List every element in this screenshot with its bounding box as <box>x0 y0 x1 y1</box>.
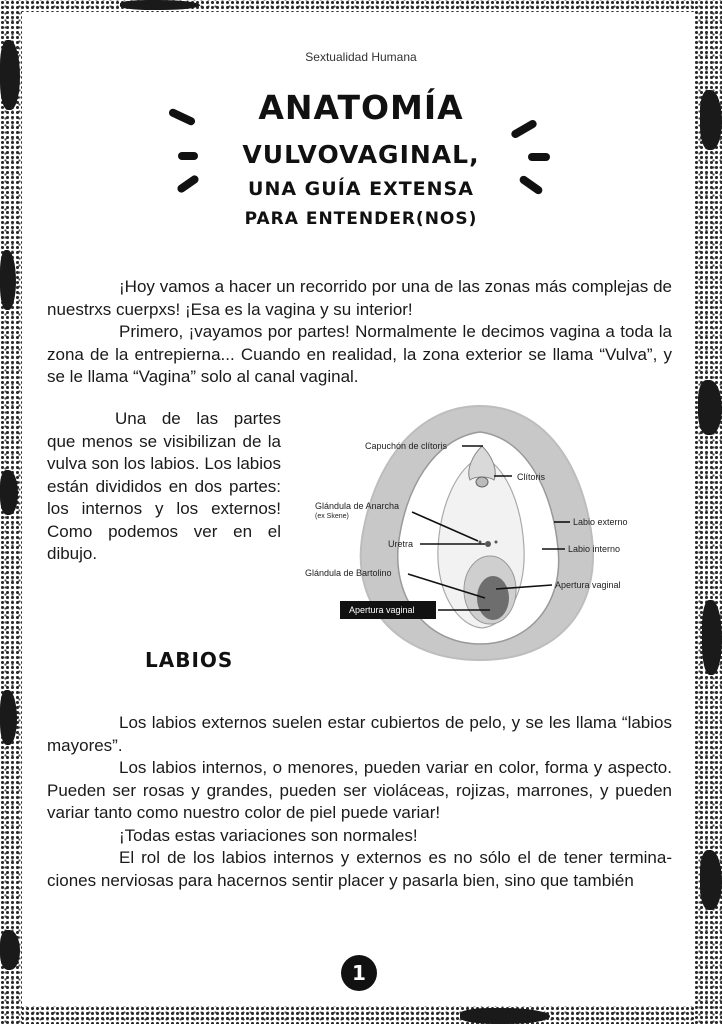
clitoris-shape <box>476 477 488 487</box>
ink-splat <box>0 250 16 310</box>
label-labio-externo: Labio externo <box>573 517 628 527</box>
halftone-border-top <box>0 0 722 12</box>
ink-splat <box>0 470 18 515</box>
anarcha-dot <box>495 541 498 544</box>
title-line-4: PARA ENTENDER(NOS) <box>244 209 478 229</box>
label-glandula-bartolino: Glándula de Bartolino <box>305 568 392 578</box>
labios-paragraph-2: Los labios internos, o menores, pueden variar en color, forma y aspecto. Pueden ser rosas y grandes, pueden ser violáceas, rojizas, marrones, y pueden variar tanto como nuestro color de piel puede variar! <box>47 758 672 822</box>
label-uretra: Uretra <box>388 539 414 549</box>
ink-splat <box>0 690 17 745</box>
label-capuchon: Capuchón de clítoris <box>365 441 448 451</box>
intro-paragraph-1: ¡Hoy vamos a hacer un recorrido por una de las zonas más complejas de nuestrxs cuerpxs! ¡Esa es la vagina y su interior! <box>47 277 672 319</box>
labios-paragraph-3: ¡Todas estas variaciones son normales! <box>119 825 418 845</box>
page-number-badge: 1 <box>341 955 377 991</box>
label-labio-interno: Labio interno <box>568 544 621 554</box>
header-subtitle: Sextualidad Humana <box>305 50 417 64</box>
uretra-dot <box>485 541 491 547</box>
title-line-3: UNA GUÍA EXTENSA <box>248 178 474 200</box>
label-apertura-vaginal-box: Apertura vaginal <box>349 605 415 615</box>
sidebar-text <box>47 408 281 566</box>
vaginal-opening-shape <box>477 576 509 620</box>
section-heading-labios: LABIOS <box>145 648 234 672</box>
label-glandula-anarcha: Glándula de Anarcha <box>315 501 400 511</box>
vulva-diagram <box>300 398 640 666</box>
label-clitoris: Clítoris <box>517 472 546 482</box>
labios-paragraph-4: El rol de los labios internos y externos es no sólo el de tener termina-ciones nerviosas para hacernos sentir placer y pasarla bien, sino que también <box>47 848 672 890</box>
ink-splat <box>702 600 722 675</box>
anarcha-dot <box>479 541 482 544</box>
intro-text <box>47 276 672 389</box>
label-glandula-anarcha-sub: (ex Skene) <box>315 513 349 520</box>
ink-splat <box>120 0 200 10</box>
labios-text <box>47 712 672 892</box>
halftone-border-bottom <box>0 1006 722 1024</box>
ink-splat <box>460 1008 550 1024</box>
label-apertura-vaginal: Apertura vaginal <box>555 580 621 590</box>
ink-splat <box>0 930 20 970</box>
labios-paragraph-1: Los labios externos suelen estar cubiertos de pelo, y se les llama “labios mayores”. <box>47 713 672 755</box>
ink-splat <box>698 380 722 435</box>
decor-dash-left-2 <box>178 152 198 160</box>
decor-dash-right-2 <box>528 153 550 161</box>
ink-splat <box>700 850 722 910</box>
intro-paragraph-2: Primero, ¡vayamos por partes! Normalmente le decimos vagina a toda la zona de la entrepierna... Cuando en realidad, la zona exterior se llama “Vulva”, y se le llama “Vagina” solo al canal vaginal. <box>47 322 672 386</box>
title-line-1: ANATOMÍA <box>258 88 464 127</box>
title-line-2: VULVOVAGINAL, <box>242 140 480 169</box>
sidebar-paragraph: Una de las partes que menos se visibilizan de la vulva son los labios. Los labios están divididos en dos partes: los internos y los externos! Como podemos ver en el dibujo. <box>47 409 281 563</box>
